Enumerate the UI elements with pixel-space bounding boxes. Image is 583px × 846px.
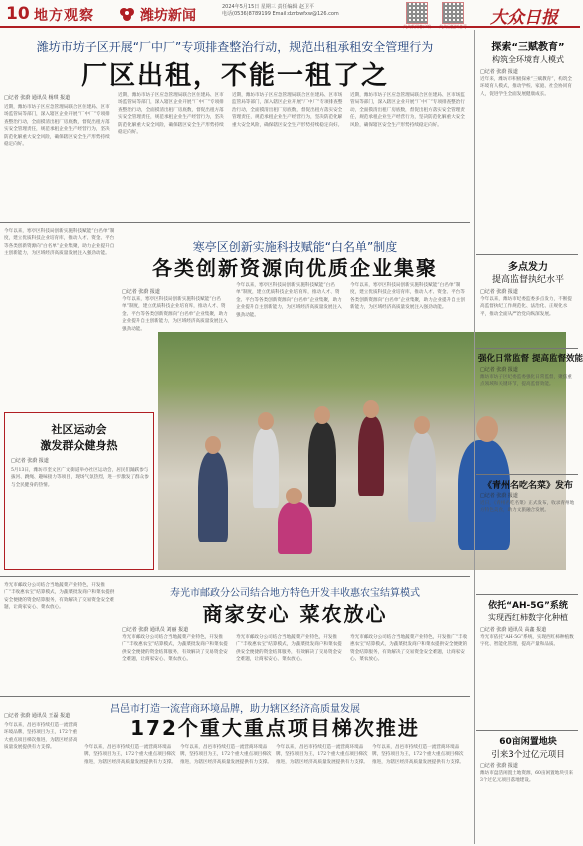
story5-column-3: 今年以来，昌邑市持续打造一流营商环境品牌，坚持项目为王，172个重大重点项目梯次推进，为辖区经济高质量发展提供有力支撑。: [180, 745, 272, 765]
lead-byline: □记者 张蔚 通讯员 杨琪 报道: [4, 95, 71, 101]
story2-column-1: 今年以来，寒亭区科技局创新实施科技赋能“白名单”制度，建立优质科技企业培育库，推动人才、资金、平台等各类创新资源向“白名单”企业集聚，助力企业提升自主创新能力，为区域经济高质量发展注入强劲动能。: [4, 229, 115, 257]
story5-column-2: 今年以来，昌邑市持续打造一流营商环境品牌，坚持项目为王，172个重大重点项目梯次推进，为辖区经济高质量发展提供有力支撑。: [84, 745, 176, 765]
qr-label-client: 大众新闻客户端: [403, 24, 431, 29]
story5-column-1: 今年以来，昌邑市持续打造一流营商环境品牌，坚持项目为王，172个重大重点项目梯次推进，为辖区经济高质量发展提供有力支撑。: [4, 723, 78, 751]
lead-column-2: 近期，潍坊市坊子区应急管理局联合区住建局、区市场监管局等部门，深入辖区企业开展“厂中厂”专项排查整治行动，全面摸清出租厂房底数，督促出租方落实安全管理责任，规范承租企业生产经营行为，坚决防范化解重大安全风险，确保辖区安全生产形势持续稳定向好。: [118, 93, 224, 136]
qr-code-client-icon[interactable]: [406, 2, 428, 24]
story4-column-2: 寿光市邮政分公司结合当地蔬菜产业特色，开发推广“丰收惠农宝”结算模式，为蔬菜批发商户和菜农提供安全便捷的资金结算服务，有效解决了交易资金安全难题，让商家安心、菜农放心。: [122, 635, 228, 663]
divider: [476, 594, 578, 595]
contact-info: 电话(0536)8789199 Email:dzrbwfxw@126.com: [222, 11, 339, 17]
sidebar3-byline: □记者 张蔚 报道: [480, 367, 518, 373]
divider: [476, 474, 578, 475]
story4-column-4: 寿光市邮政分公司结合当地蔬菜产业特色，开发推广“丰收惠农宝”结算模式，为蔬菜批发商户和菜农提供安全便捷的资金结算服务，有效解决了交易资金安全难题，让商家安心、菜农放心。: [350, 635, 468, 663]
divider: [0, 696, 470, 697]
story3-subtitle: 激发群众健身热: [40, 439, 118, 452]
sidebar6-title: 60亩闲置地块: [499, 737, 557, 747]
lead-title: 厂区出租，不能一租了之: [80, 61, 389, 91]
story5-subtitle: 昌邑市打造一流营商环境品牌，助力辖区经济高质量发展: [110, 704, 360, 715]
sidebar2-byline: □记者 张蔚 报道: [480, 289, 518, 295]
story4-column-1: 寿光市邮政分公司结合当地蔬菜产业特色，开发推广“丰收惠农宝”结算模式，为蔬菜批发商户和菜农提供安全便捷的资金结算服务，有效解决了交易资金安全难题，让商家安心、菜农放心。: [4, 583, 115, 611]
story2-column-4: 今年以来，寒亭区科技局创新实施科技赋能“白名单”制度，建立优质科技企业培育库，推动人才、资金、平台等各类创新资源向“白名单”企业集聚，助力企业提升自主创新能力，为区域经济高质量发展注入强劲动能。: [350, 283, 465, 311]
sidebar1-body: 近年来，潍坊市积极探索“三赋教育”，构筑全环境育人模式，推动学校、家庭、社会协同育人，促进学生全面发展健康成长。: [480, 77, 572, 97]
lead-column-1: 近期，潍坊市坊子区应急管理局联合区住建局、区市场监管局等部门，深入辖区企业开展“厂中厂”专项排查整治行动，全面摸清出租厂房底数，督促出租方落实安全管理责任，规范承租企业生产经营行为，坚决防范化解重大安全风险，确保辖区安全生产形势持续稳定向好。: [4, 105, 110, 148]
story5-byline: □记者 张蔚 通讯员 王磊 报道: [4, 713, 71, 719]
sidebar1-subtitle: 构筑全环境育人模式: [492, 55, 564, 64]
sidebar6-byline: □记者 张蔚 报道: [480, 763, 518, 769]
sidebar2-body: 今年以来，潍坊市纪委监委多点发力，不断提高监督执纪工作规范化、法治化、正规化水平，推动全面从严治党向纵深发展。: [480, 297, 572, 317]
story3-box: [4, 412, 154, 570]
story2-subtitle: 寒亭区创新实施科技赋能“白名单”制度: [192, 240, 398, 254]
sidebar3-title: 强化日常监督 提高监督效能: [478, 354, 583, 364]
sidebar2-subtitle: 提高监督执纪水平: [491, 275, 564, 285]
sidebar5-title: 依托“AH-5G”系统: [488, 601, 568, 611]
section-title: 地方观察: [34, 8, 94, 24]
column-divider: [474, 30, 475, 844]
sidebar5-byline: □记者 张蔚 通讯员 高鑫 报道: [480, 627, 547, 633]
issue-date-editor: 2024年5月15日 星期三 责任编辑 赵卫平: [222, 4, 315, 10]
sidebar1-byline: □记者 张蔚 报道: [480, 69, 518, 75]
divider: [0, 222, 470, 223]
paper-name: 大众日报: [490, 8, 558, 28]
sidebar4-byline: □记者 张蔚 报道: [480, 493, 518, 499]
story4-subtitle: 寿光市邮政分公司结合地方特色开发丰收惠农宝结算模式: [170, 588, 420, 599]
issue-meta: [222, 4, 392, 18]
divider: [476, 348, 578, 349]
story2-byline: □记者 张蔚 报道: [122, 289, 160, 295]
divider: [0, 576, 470, 577]
story2-title: 各类创新资源向优质企业集聚: [152, 256, 438, 280]
lead-column-3: 近期，潍坊市坊子区应急管理局联合区住建局、区市场监管局等部门，深入辖区企业开展“厂中厂”专项排查整治行动，全面摸清出租厂房底数，督促出租方落实安全管理责任，规范承租企业生产经营行为，坚决防范化解重大安全风险，确保辖区安全生产形势持续稳定向好。: [232, 93, 343, 128]
lead-subtitle: 潍坊市坊子区开展“厂中厂”专项排查整治行动，规范出租承租安全管理行为: [36, 40, 434, 54]
story4-column-3: 寿光市邮政分公司结合当地蔬菜产业特色，开发推广“丰收惠农宝”结算模式，为蔬菜批发商户和菜农提供安全便捷的资金结算服务，有效解决了交易资金安全难题，让商家安心、菜农放心。: [236, 635, 342, 663]
sidebar2-title: 多点发力: [508, 262, 548, 273]
sidebar3-body: 潍坊市坊子区纪委监委强化日常监督，聚焦重点领域和关键环节，提高监督效能。: [480, 375, 572, 388]
sidebar6-subtitle: 引来3个过亿元项目: [491, 750, 565, 760]
sidebar6-body: 潍坊市盘活闲置土地资源，60亩闲置地块引来3个过亿元项目落地建设。: [480, 771, 574, 784]
sidebar1-title: 探索“三赋教育”: [491, 42, 565, 53]
sidebar4-body: 近日，《青州名吃名菜》正式发布，收录青州地方特色美食，助力文旅融合发展。: [480, 501, 575, 514]
story5-column-4: 今年以来，昌邑市持续打造一流营商环境品牌，坚持项目为王，172个重大重点项目梯次推进，为辖区经济高质量发展提供有力支撑。: [276, 745, 368, 765]
story5-column-5: 今年以来，昌邑市持续打造一流营商环境品牌，坚持项目为王，172个重大重点项目梯次推进，为辖区经济高质量发展提供有力支撑。: [372, 745, 464, 765]
masthead: [0, 0, 580, 28]
story3-title: 社区运动会: [51, 423, 107, 436]
lead-column-4: 近期，潍坊市坊子区应急管理局联合区住建局、区市场监管局等部门，深入辖区企业开展“厂中厂”专项排查整治行动，全面摸清出租厂房底数，督促出租方落实安全管理责任，规范承租企业生产经营行为，坚决防范化解重大安全风险，确保辖区安全生产形势持续稳定向好。: [350, 93, 465, 128]
qr-label-douyin: 大众日报抖音号: [439, 24, 467, 29]
qr-code-douyin-icon[interactable]: [442, 2, 464, 24]
story5-title: 172个重大重点项目梯次推进: [130, 716, 420, 740]
story2-column-2: 今年以来，寒亭区科技局创新实施科技赋能“白名单”制度，建立优质科技企业培育库，推动人才、资金、平台等各类创新资源向“白名单”企业集聚，助力企业提升自主创新能力，为区域经济高质量发展注入强劲动能。: [122, 297, 228, 332]
story4-title: 商家安心 菜农放心: [202, 602, 388, 626]
sidebar5-body: 寿光市依托“AH-5G”系统，实现西红柿种植数字化、智能化管理，提高产量和品质。: [480, 635, 574, 648]
story2-column-3: 今年以来，寒亭区科技局创新实施科技赋能“白名单”制度，建立优质科技企业培育库，推动人才、资金、平台等各类创新资源向“白名单”企业集聚，助力企业提升自主创新能力，为区域经济高质量发展注入强劲动能。: [236, 283, 342, 318]
sidebar4-title: 《青州名吃名菜》发布: [482, 481, 573, 491]
sidebar5-subtitle: 实现西红柿数字化种植: [488, 613, 568, 622]
page-number: 10: [6, 4, 30, 24]
story3-body: 5月13日，潍坊市奎文区广文街道举办社区运动会，居民们踊跃参与拔河、跳绳、趣味接力等项目，现场气氛热烈，进一步激发了群众参与全民健身的热情。: [11, 468, 149, 488]
section-brand: 潍坊新闻: [140, 8, 196, 24]
story4-byline: □记者 张蔚 通讯员 刘丽 报道: [122, 627, 189, 633]
flower-logo-icon: [118, 6, 136, 22]
story3-byline: □记者 张蔚 报道: [11, 458, 49, 464]
divider: [476, 730, 578, 731]
divider: [476, 254, 578, 255]
